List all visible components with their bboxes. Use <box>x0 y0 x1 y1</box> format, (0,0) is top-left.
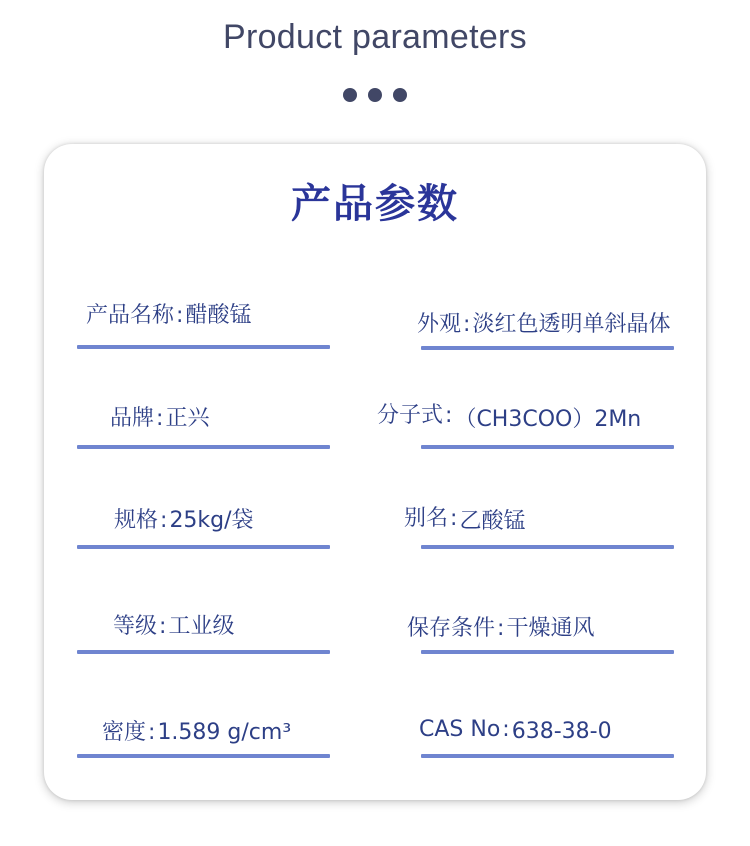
field-label: 外观 <box>417 312 462 337</box>
field-grade <box>113 616 234 638</box>
underline <box>421 754 674 758</box>
field-cas-number <box>419 717 612 744</box>
field-separator: : <box>450 506 458 531</box>
field-value: 正兴 <box>165 406 210 431</box>
underline <box>421 346 674 350</box>
field-label: CAS No <box>419 717 501 742</box>
field-separator: : <box>159 614 167 639</box>
field-storage <box>407 618 594 640</box>
field-label: 产品名称 <box>86 303 175 328</box>
field-value: 638-38-0 <box>511 719 612 744</box>
field-label: 分子式 <box>377 403 444 428</box>
parameters-card <box>44 144 706 800</box>
field-separator: : <box>176 303 184 328</box>
field-brand <box>110 408 209 430</box>
underline <box>421 650 674 654</box>
field-label: 等级 <box>113 614 158 639</box>
field-specification <box>114 510 254 532</box>
field-value: 1.589 g/cm³ <box>157 720 292 745</box>
dot-2 <box>368 88 382 102</box>
field-value: 乙酸锰 <box>459 509 526 534</box>
card-title: 产品参数 <box>291 181 459 227</box>
dot-3 <box>393 88 407 102</box>
field-label: 规格 <box>114 508 159 533</box>
field-value: （CH3COO）2Mn <box>454 407 642 432</box>
field-label: 密度 <box>102 720 147 745</box>
field-separator: : <box>160 508 168 533</box>
field-value: 25kg/袋 <box>169 508 254 533</box>
page-title: Product parameters <box>223 18 527 56</box>
field-separator: : <box>497 616 505 641</box>
field-separator: : <box>148 720 156 745</box>
field-appearance <box>417 314 670 336</box>
field-separator: : <box>502 717 510 742</box>
field-separator: : <box>445 403 453 428</box>
field-alias <box>404 506 526 534</box>
field-density <box>102 722 291 744</box>
underline <box>421 545 674 549</box>
field-label: 保存条件 <box>407 616 496 641</box>
underline <box>77 650 330 654</box>
field-separator: : <box>463 312 471 337</box>
field-value: 工业级 <box>168 614 235 639</box>
field-value: 醋酸锰 <box>185 303 252 328</box>
dots-divider <box>0 88 750 104</box>
underline <box>421 445 674 449</box>
dot-1 <box>343 88 357 102</box>
underline <box>77 545 330 549</box>
field-formula <box>377 403 642 432</box>
underline <box>77 345 330 349</box>
underline <box>77 445 330 449</box>
underline <box>77 754 330 758</box>
field-value: 干燥通风 <box>506 616 595 641</box>
field-separator: : <box>156 406 164 431</box>
field-value: 淡红色透明单斜晶体 <box>472 312 671 337</box>
field-label: 别名 <box>404 506 449 531</box>
field-product-name <box>86 305 251 327</box>
field-label: 品牌 <box>110 406 155 431</box>
